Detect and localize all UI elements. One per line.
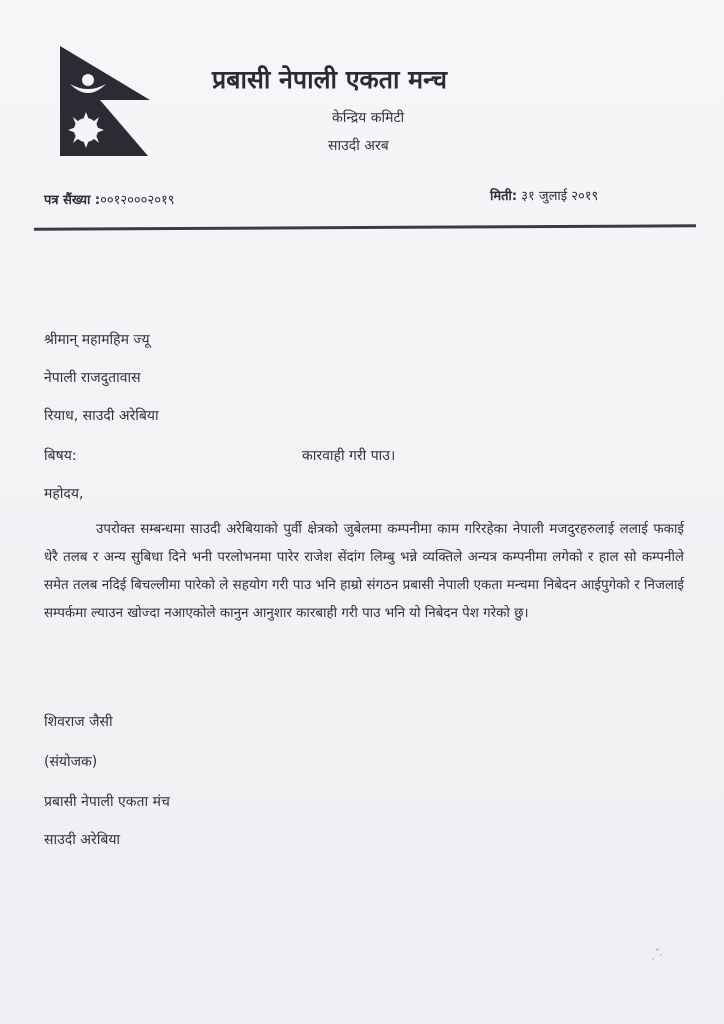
- paper-speck: [660, 954, 662, 956]
- subject-text: कारवाही गरी पाउ।: [302, 448, 396, 464]
- nepal-flag-icon: [58, 44, 154, 160]
- date-value: ३१ जुलाई २०१९: [521, 189, 599, 204]
- committee-name: केन्द्रिय कमिटी: [332, 110, 405, 126]
- salutation: महोदय,: [44, 486, 84, 502]
- reference-label: पत्र सैंख्या :: [44, 193, 101, 208]
- organization-name: प्रबासी नेपाली एकता मन्च: [212, 65, 447, 94]
- signatory-title: (संयोजक): [44, 754, 98, 770]
- recipient-line-1: श्रीमान् महामहिम ज्यू: [44, 332, 150, 348]
- reference-number: [44, 190, 175, 208]
- paper-speck: [652, 958, 654, 960]
- body-paragraph: उपरोक्त सम्बन्धमा साउदी अरेबियाको पुर्वी क्षेत्रको जुबेलमा कम्पनीमा काम गरिरहेका नेपाली मजदुरहरुलाई ललाई फकाई धेरै तलब र अन्य सुबिधा दिने भनी परलोभनमा पारेर राजेश सेंदांग लिम्बु भन्ने व्यक्तिले अन्यत्र कम्पनीमा लगेको र हाल सो कम्पनीले समेत तलब नदिई बिचल्लीमा पारेको ले सहयोग गरी पाउ भनि हाम्रो संगठन प्रबासी नेपाली एकता मन्चमा निबेदन आईपुगेको र निजलाई सम्पर्कमा ल्याउन खोज्दा नआएकोले कानुन आनुशार कारबाही गरी पाउ भनि यो निबेदन पेश गरेको छु।: [44, 522, 684, 621]
- paper-speck: [656, 948, 659, 951]
- subject-label: बिषय:: [44, 448, 77, 464]
- letter-date: [490, 186, 598, 204]
- signatory-name: शिवराज जैसी: [44, 714, 113, 730]
- reference-value: ००१२०००२०१९: [100, 193, 175, 208]
- country-name: साउदी अरब: [328, 138, 389, 154]
- date-label: मिती:: [490, 189, 518, 204]
- recipient-line-3: रियाध, साउदी अरेबिया: [44, 408, 159, 424]
- recipient-line-2: नेपाली राजदुतावास: [44, 370, 141, 386]
- signatory-organization: प्रबासी नेपाली एकता मंच: [44, 794, 170, 810]
- signatory-place: साउदी अरेबिया: [44, 832, 121, 848]
- header-divider: [34, 224, 696, 230]
